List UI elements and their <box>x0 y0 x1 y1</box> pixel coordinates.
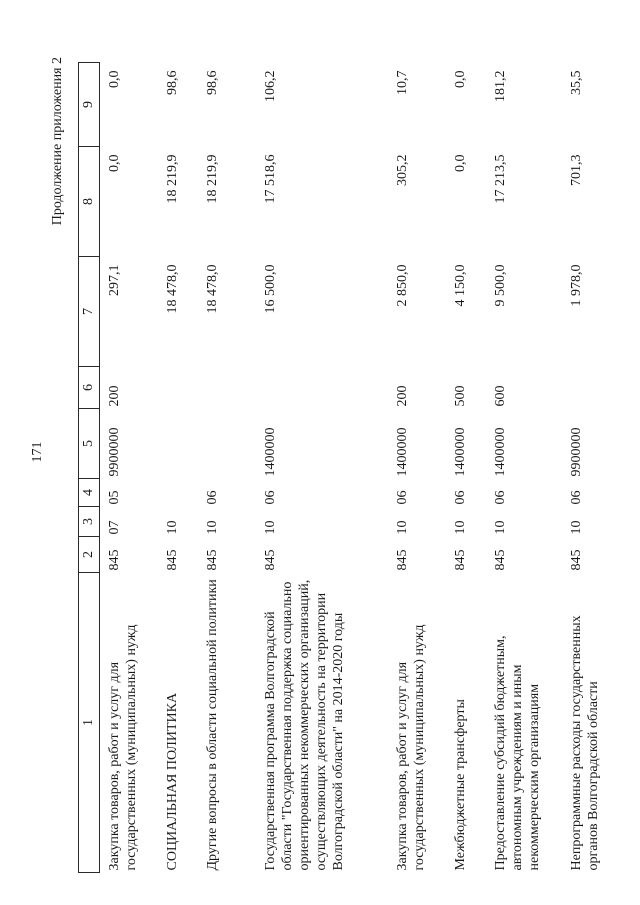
cell-col4: 06 <box>493 490 508 505</box>
cell-col8: 0,0 <box>453 154 468 172</box>
table-row <box>388 63 446 873</box>
cell-col6 <box>256 367 388 409</box>
cell-col3: 10 <box>569 520 584 535</box>
cell-col4: 06 <box>569 490 584 505</box>
cell-col6: 200 <box>395 385 410 407</box>
cell-col9: 0,0 <box>453 70 468 88</box>
row-name: Закупка товаров, работ и услуг для государственных (муниципальных) нужд <box>107 624 139 871</box>
cell-col3: 10 <box>205 520 220 535</box>
row-name: Предоставление субсидий бюджетным, автономным учреждениям и иным некоммерческим организациям <box>493 635 542 871</box>
cell-col4: 06 <box>395 490 410 505</box>
cell-col5: 1400000 <box>263 427 278 477</box>
cell-col9: 98,6 <box>205 70 220 95</box>
cell-col8: 17 518,6 <box>263 154 278 204</box>
cell-col2: 845 <box>205 549 220 571</box>
cell-col9: 0,0 <box>107 70 122 88</box>
table-row <box>198 63 256 873</box>
cell-col9: 106,2 <box>263 70 278 102</box>
cell-col4: 05 <box>107 490 122 505</box>
cell-col7: 18 478,0 <box>205 264 220 314</box>
continuation-note: Продолжение приложения 2 <box>50 57 65 226</box>
header-row <box>79 63 100 873</box>
cell-col5: 9900000 <box>569 427 584 477</box>
cell-col7: 16 500,0 <box>263 264 278 314</box>
cell-col3: 10 <box>165 520 180 535</box>
cell-col9: 181,2 <box>493 70 508 102</box>
row-name: СОЦИАЛЬНАЯ ПОЛИТИКА <box>165 692 180 871</box>
table-row <box>256 63 388 873</box>
column-header-4: 4 <box>79 479 100 507</box>
cell-col6: 600 <box>493 385 508 407</box>
cell-col2: 845 <box>165 549 180 571</box>
cell-col3: 10 <box>263 520 278 535</box>
cell-col7: 1 978,0 <box>569 264 584 307</box>
row-name: Непрограммные расходы государственных органов Волгоградской области <box>569 615 601 871</box>
table-row <box>100 63 159 873</box>
column-header-1: 1 <box>79 573 100 873</box>
cell-col2: 845 <box>569 549 584 571</box>
cell-col9: 35,5 <box>569 70 584 95</box>
column-header-3: 3 <box>79 507 100 537</box>
cell-col8: 17 213,5 <box>493 154 508 204</box>
cell-col4: 06 <box>263 490 278 505</box>
cell-col5 <box>198 409 256 479</box>
cell-col7: 18 478,0 <box>165 264 180 314</box>
budget-table <box>78 62 638 873</box>
cell-col3: 10 <box>493 520 508 535</box>
row-name: Закупка товаров, работ и услуг для государственных (муниципальных) нужд <box>395 624 427 871</box>
cell-col4: 06 <box>453 490 468 505</box>
page-number: 171 <box>30 441 45 463</box>
cell-col2: 845 <box>493 549 508 571</box>
cell-col8: 18 219,9 <box>205 154 220 204</box>
cell-col3: 10 <box>453 520 468 535</box>
cell-col6 <box>198 367 256 409</box>
cell-col3: 07 <box>107 520 122 535</box>
table-row <box>562 63 638 873</box>
cell-col5 <box>158 409 198 479</box>
cell-col9: 98,6 <box>165 70 180 95</box>
cell-col2: 845 <box>453 549 468 571</box>
cell-col4 <box>158 479 198 507</box>
rotated-page-content <box>50 43 620 873</box>
cell-col7: 9 500,0 <box>493 264 508 307</box>
cell-col5: 9900000 <box>107 427 122 477</box>
cell-col3: 10 <box>395 520 410 535</box>
row-name: Межбюджетные трансферты <box>453 699 468 871</box>
cell-col8: 0,0 <box>107 154 122 172</box>
row-name: Государственная программа Волгоградской области "Государственная поддержка социально ориентированных некоммерческих организаций, осуществляющих деятельность на территории Волгоградской области" на 2014-2020 годы <box>263 579 346 871</box>
column-header-8: 8 <box>79 147 100 257</box>
cell-col7: 4 150,0 <box>453 264 468 307</box>
cell-col5: 1400000 <box>395 427 410 477</box>
cell-col7: 2 850,0 <box>395 264 410 307</box>
row-name: Другие вопросы в области социальной политики <box>205 579 220 871</box>
table-row <box>486 63 562 873</box>
column-header-2: 2 <box>79 537 100 573</box>
cell-col8: 18 219,9 <box>165 154 180 204</box>
column-header-9: 9 <box>79 63 100 147</box>
cell-col8: 305,2 <box>395 154 410 186</box>
cell-col8: 701,3 <box>569 154 584 186</box>
cell-col6 <box>158 367 198 409</box>
table-row <box>158 63 198 873</box>
column-header-6: 6 <box>79 367 100 409</box>
cell-col4: 06 <box>205 490 220 505</box>
cell-col6: 200 <box>107 385 122 407</box>
column-header-5: 5 <box>79 409 100 479</box>
cell-col2: 845 <box>107 549 122 571</box>
column-header-7: 7 <box>79 257 100 367</box>
cell-col9: 10,7 <box>395 70 410 95</box>
table-header <box>79 63 100 873</box>
cell-col5: 1400000 <box>453 427 468 477</box>
cell-col5: 1400000 <box>493 427 508 477</box>
cell-col2: 845 <box>263 549 278 571</box>
cell-col2: 845 <box>395 549 410 571</box>
cell-col7: 297,1 <box>107 264 122 296</box>
table-row <box>446 63 486 873</box>
cell-col6: 500 <box>453 385 468 407</box>
cell-col6 <box>562 367 638 409</box>
